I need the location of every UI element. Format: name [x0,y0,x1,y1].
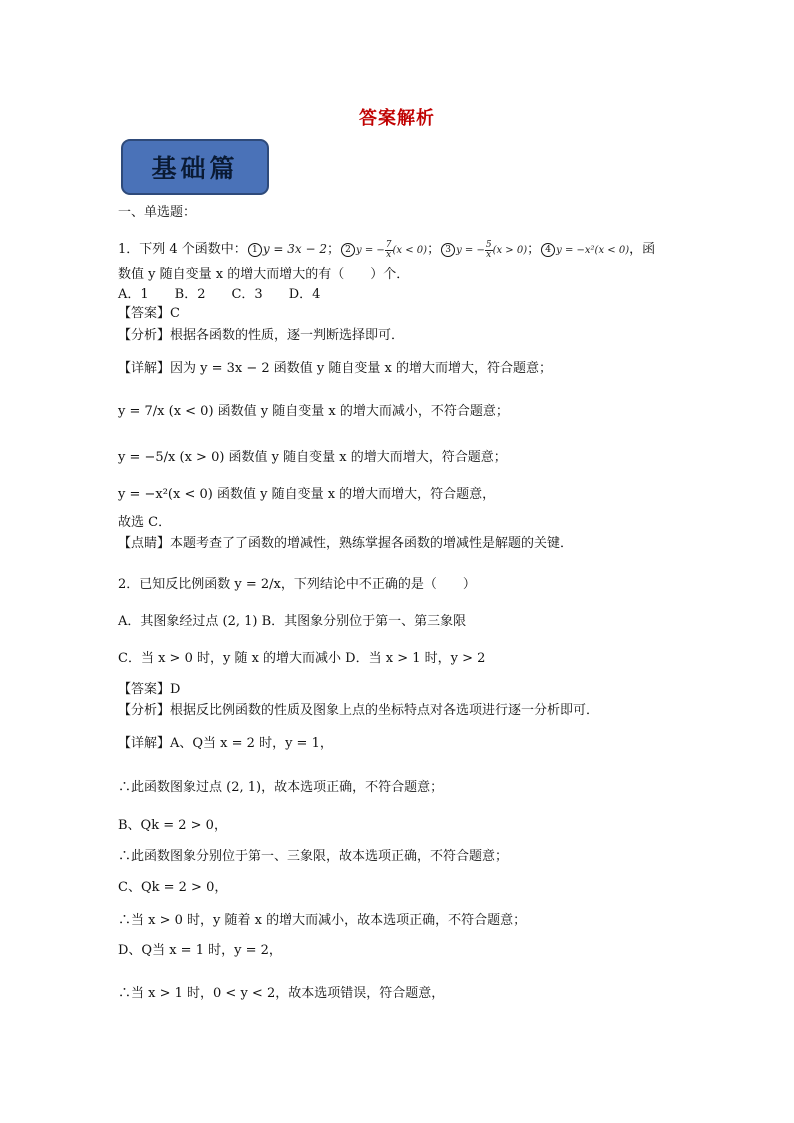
q2-detail-8: ∴当 x > 1 时，0 < y < 2，故本选项错误，符合题意， [118,986,445,1001]
q2-options-ab: A．其图象经过点 (2, 1) B．其图象分别位于第一、第三象限 [118,614,467,629]
q1-choose: 故选 C． [118,515,172,530]
q2-analysis: 【分析】根据反比例函数的性质及图象上点的坐标特点对各选项进行逐一分析即可． [118,703,600,718]
q2-detail-3: B、Qk = 2 > 0， [118,818,227,833]
q2-detail-1: 【详解】A、Q当 x = 2 时，y = 1， [118,736,333,751]
q1-f3: y = − $\frac{5}{x}$ (x > 0) [456,240,528,260]
q1-detail-1: 【详解】因为 y = 3x − 2 函数值 y 随自变量 x 的增大而增大，符合题意； [118,361,553,376]
q1-prefix: 1．下列 4 个函数中： [118,242,247,257]
q2-detail-2: ∴此函数图象过点 (2, 1)，故本选项正确，不符合题意； [118,780,444,795]
q2-stem: 2．已知反比例函数 y = 2/x，下列结论中不正确的是（ ） [118,577,476,592]
q2-detail-5: C、Qk = 2 > 0， [118,880,228,895]
q1-detail-3: y = −5/x (x > 0) 函数值 y 随自变量 x 的增大而增大，符合题意； [118,450,507,465]
circle-2-icon: 2 [341,243,355,257]
q1-analysis: 【分析】根据各函数的性质，逐一判断选择即可． [118,328,405,343]
circle-4-icon: 4 [541,243,555,257]
q1-options: A．1 B．2 C．3 D．4 [118,287,321,302]
q1-detail-4: y = −x²(x < 0) 函数值 y 随自变量 x 的增大而增大，符合题意， [118,487,496,502]
circle-1-icon: 1 [248,243,262,257]
q1-detail-2: y = 7/x (x < 0) 函数值 y 随自变量 x 的增大而减小，不符合题意； [118,404,509,419]
section-heading: 一、单选题： [118,205,197,220]
q1-f1: y = 3x − 2 [262,242,327,256]
q2-detail-7: D、Q当 x = 1 时，y = 2， [118,943,282,958]
q2-detail-6: ∴当 x > 0 时，y 随着 x 的增大而减小，故本选项正确，不符合题意； [118,913,527,928]
page-title: 答案解析 [359,108,435,129]
section-badge: 基础篇 [121,139,269,195]
q1-f2: y = − $\frac{7}{x}$ (x < 0) [356,240,428,260]
q2-answer: 【答案】D [118,682,181,697]
q1-suffix: ，函 [629,242,656,257]
q2-options-cd: C．当 x > 0 时，y 随 x 的增大而减小 D．当 x > 1 时，y > 2 [118,651,486,666]
q1-answer: 【答案】C [118,306,180,321]
q1-f4: y = −x²(x < 0) [556,245,630,256]
q1-comment: 【点睛】本题考查了了函数的增减性，熟练掌握各函数的增减性是解题的关键． [118,536,574,551]
q1-stem-line2: 数值 y 随自变量 x 的增大而增大的有（ ）个． [118,267,410,282]
q1-stem-line1: 1．下列 4 个函数中： 1 y = 3x − 2； 2 y = − $\frac{7}{x}$ (x < 0)； 3 y = − $\frac{5}{x}$ (x > 0)； 4 y = −x²(x < 0)，函 [118,240,656,260]
q2-detail-4: ∴此函数图象分别位于第一、三象限，故本选项正确，不符合题意； [118,849,509,864]
circle-3-icon: 3 [441,243,455,257]
